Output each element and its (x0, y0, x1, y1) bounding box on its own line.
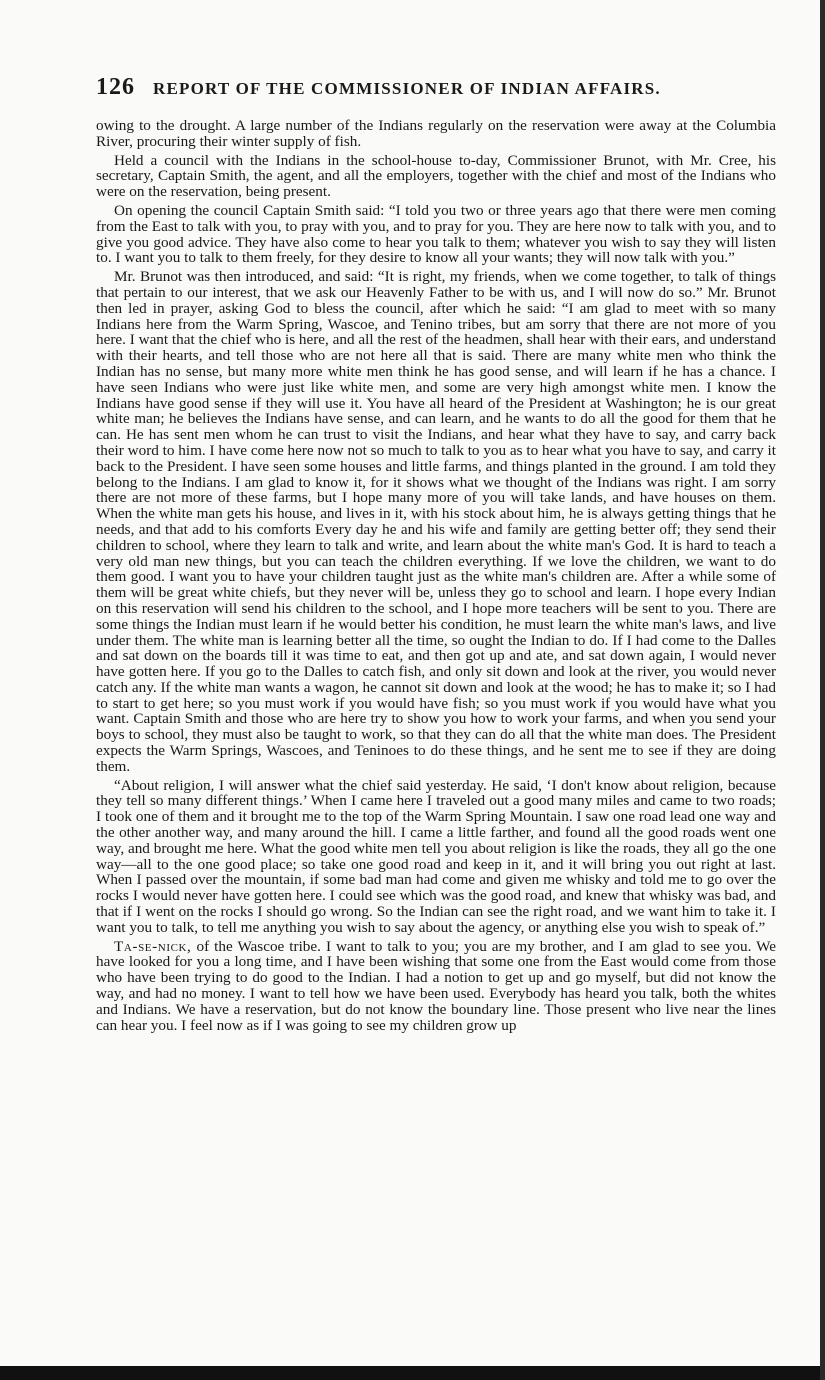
scan-border-right (820, 0, 825, 1380)
speaker-text: of the Wascoe tribe. I want to talk to you; you are my brother, and I am glad to see you. We have looked for you a long time, and I have been wishing that some one from the East would come from those who have been trying to do good to the Indian. I had a notion to get up and go myself, but did not know the way, and had no money. I want to tell how we have been used. Everybody has heard you talk, both the whites and Indians. We have a reservation, but do not know the boundary line. Those present who live near the lines can hear you. I feel now as if I was going to see my children grow up (96, 937, 776, 1034)
paragraph-council: Held a council with the Indians in the school-house to-day, Commissioner Brunot, with Mr. Cree, his secretary, Captain Smith, the agent, and all the employers, together with the chief and most of the Indians who were on the reservation, being present. (96, 151, 776, 201)
paragraph-captain-smith: On opening the council Captain Smith said: “I told you two or three years ago that there were men coming from the East to talk with you, to pray with you, and to pray for you. They are here now to talk with you, and to give you good advice. They have also come to hear you talk to them; whatever you wish to say they will listen to. I want you to talk to them freely, for they desire to know all your wants; they will now talk with you.” (96, 201, 776, 267)
body-text (96, 118, 776, 1036)
paragraph-ta-se-nick (96, 939, 776, 1034)
scan-border-bottom (0, 1366, 825, 1380)
paragraph-religion: “About religion, I will answer what the chief said yesterday. He said, ‘I don't know about religion, because they tell so many different things.’ When I came here I traveled out a good many miles and came to two roads; I took one of them and it brought me to the top of the Warm Spring Mountain. I saw one road lead one way and the other another way, and many around the hill. I came a little farther, and found all the good roads went one way, and brought me here. What the good white men tell you about religion is like the roads, they all go the one way—all to the one good place; so take one good road and keep in it, and it will bring you out right at last. When I passed over the mountain, if some bad man had come and given me whisky and told me to go over the rocks I would never have gotten here. I could see which was the good road, and knew that whisky was bad, and that if I went on the rocks I should go wrong. So the Indian can see the right road, and we want him to take it. I want you to talk, to tell me anything you wish to say about the agency, or anything else you wish to speak of.” (96, 776, 776, 936)
paragraph-drought: owing to the drought. A large number of the Indians regularly on the reservation were away at the Columbia River, procuring their winter supply of fish. (96, 117, 776, 150)
paragraph-brunot-speech: Mr. Brunot was then introduced, and said: “It is right, my friends, when we come together, to talk of things that pertain to our interest, that we ask our Heavenly Father to be with us, and I will now do so.” Mr. Brunot then led in prayer, asking God to bless the council, after which he said: “I am glad to meet with so many Indians here from the Warm Spring, Wascoe, and Tenino tribes, but am sorry that there are not more of you here. I want that the chief who is here, and all the rest of the headmen, shall hear with their ears, and understand with their hearts, and tell those who are not here all that is said. There are many white men who think the Indian has no sense, but many more white men think he has good sense, and will learn if he has a chance. I have seen Indians who were just like white men, and some are very high amongst white men. I know the Indians have good sense if they will use it. You have all heard of the President at Washington; he is our great white man; he believes the Indians have sense, and can learn, and he wants to do all the good for them that he can. He has sent men whom he can trust to visit the Indians, and hear what they have to say, and carry back their word to him. I have come here now not so much to talk to you as to hear what you have to say, and carry it back to the President. I have seen some houses and little farms, and things planted in the ground. I am told they belong to the Indians. I am glad to know it, for it shows what we thought of the Indians was right. I am sorry there are not more of these farms, but I hope many more of you will take lands, and have houses on them. When the white man gets his house, and lives in it, with his stock about him, he is always getting things that he needs, and that add to his comforts Every day he and his wife and family are getting better off; they send their children to school, where they learn to talk and write, and learn about the white man's God. It is hard to teach a very old man new things, but you can teach the children everything. If we love the children, we want to do them good. I want you to have your children taught just as the white man's children are. After a while some of them will be great white chiefs, but they never will be, unless they go to school and learn. I hope every Indian on this reservation will send his children to the school, and I hope more teachers will be sent to you. There are some things the Indian must learn if he would better his condition, he must learn the white man's laws, and live under them. The white man is learning better all the time, so ought the Indian to do. If I had come to the Dalles and sat down on the boards till it was time to eat, and then got up and ate, and sat down again, I would never have gotten here. If you go to the Dalles to catch fish, and only sit down and look at the river, you would never catch any. If the white man wants a wagon, he cannot sit down and look at the wood; he has to make it; so I had to start to get here; so you must work if you would have fish; so you must work if you would have what you want. Captain Smith and those who are here try to show you how to work your farms, and when you send your boys to school, they must also be taught to work, so that they can do all that the white man does. The President expects the Warm Springs, Wascoes, and Teninoes to do these things, and he sent me to see if they are doing them. (96, 268, 776, 775)
page-header (96, 74, 776, 101)
speaker-name: Ta-se-nick, (114, 937, 192, 955)
page-number: 126 (96, 74, 135, 100)
running-title: REPORT OF THE COMMISSIONER OF INDIAN AFFAIRS. (153, 79, 661, 98)
